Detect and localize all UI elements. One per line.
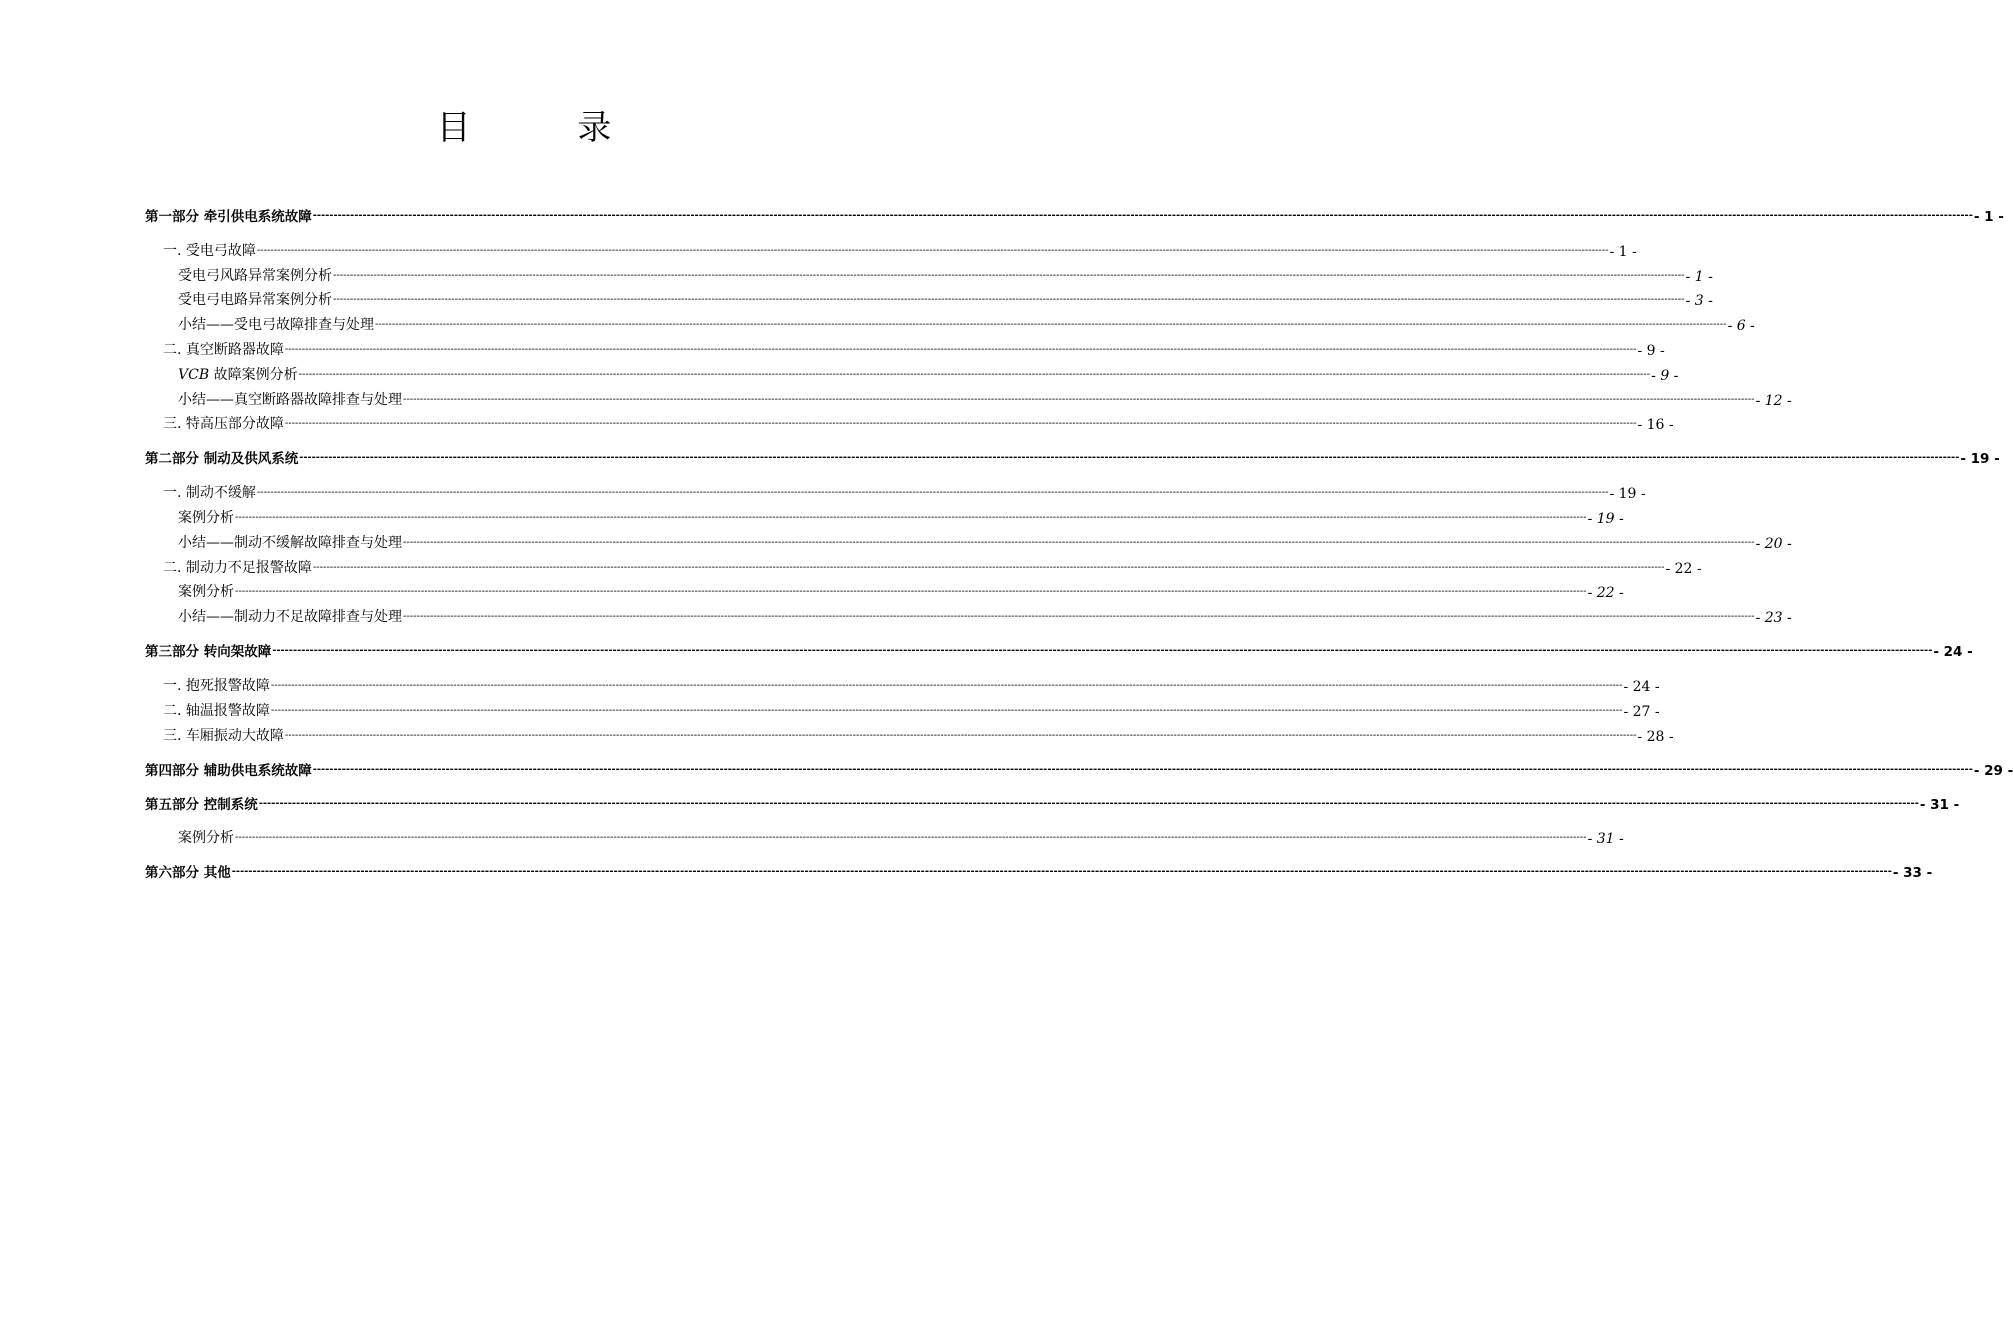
- toc-entry-sec[interactable]: [145, 235, 1637, 260]
- toc-entry-part[interactable]: [145, 755, 2013, 779]
- toc-leader-dots: ----------------------------------------------------------------------------------------------------------------------------------------------------------------------------------------------------------------------------------------------------------------------------------------------------------------------------------------------------------------------------------------------------------------: [272, 645, 1933, 657]
- toc-leader-dots: ----------------------------------------------------------------------------------------------------------------------------------------------------------------------------------------------------------------------------------------------------------------------------------------------------------------------------------------------------------------------------------------------------------------: [312, 763, 1973, 775]
- toc-entry-page-number: - 1 -: [1685, 268, 1713, 285]
- toc-leader-dots: ----------------------------------------------------------------------------------------------------------------------------------------------------------------------------------------------------------------------------------------------------------------------------------------------------------------------------------------------------------------------------------------------------------------: [403, 611, 1755, 623]
- toc-entry-page-number: - 1 -: [1973, 209, 2004, 225]
- toc-entry-sub[interactable]: [145, 359, 1679, 384]
- toc-entry-sub[interactable]: [145, 601, 1792, 627]
- toc-entry-label: 第一部分 牵引供电系统故障: [145, 209, 312, 225]
- toc-entry-label: 三. 特高压部分故障: [163, 416, 284, 433]
- toc-entry-part[interactable]: [145, 201, 2004, 225]
- toc-leader-dots: ----------------------------------------------------------------------------------------------------------------------------------------------------------------------------------------------------------------------------------------------------------------------------------------------------------------------------------------------------------------------------------------------------------------: [375, 319, 1727, 331]
- toc-entry-sec[interactable]: [145, 720, 1674, 745]
- toc-entry-page-number: - 12 -: [1755, 392, 1792, 409]
- toc-entry-label: 第三部分 转向架故障: [145, 644, 272, 661]
- toc-entry-label: 二. 制动力不足报警故障: [163, 559, 312, 576]
- toc-entry-label: 小结——制动力不足故障排查与处理: [178, 609, 402, 626]
- toc-leader-dots: ----------------------------------------------------------------------------------------------------------------------------------------------------------------------------------------------------------------------------------------------------------------------------------------------------------------------------------------------------------------------------------------------------------------: [235, 832, 1587, 844]
- toc-entry-label: 案例分析: [178, 584, 234, 601]
- toc-entry-part[interactable]: [145, 636, 1973, 661]
- toc-entry-page-number: - 28 -: [1637, 728, 1674, 745]
- spacer: [145, 847, 876, 857]
- toc-leader-dots: ----------------------------------------------------------------------------------------------------------------------------------------------------------------------------------------------------------------------------------------------------------------------------------------------------------------------------------------------------------------------------------------------------------------: [270, 704, 1623, 716]
- toc-entry-page-number: - 19 -: [1587, 510, 1624, 527]
- toc-entry-sec[interactable]: [145, 552, 1702, 577]
- toc-entry-page-number: - 16 -: [1637, 417, 1674, 434]
- spacer: [145, 660, 876, 670]
- toc-leader-dots: ----------------------------------------------------------------------------------------------------------------------------------------------------------------------------------------------------------------------------------------------------------------------------------------------------------------------------------------------------------------------------------------------------------------: [231, 866, 1892, 878]
- toc-entry-page-number: - 9 -: [1637, 342, 1665, 359]
- toc-entry-page-number: - 20 -: [1755, 535, 1792, 552]
- toc-entry-label: 第四部分 辅助供电系统故障: [145, 762, 312, 779]
- toc-entry-label: 二. 真空断路器故障: [163, 341, 284, 358]
- spacer: [145, 433, 876, 443]
- toc-entry-label: 小结——真空断路器故障排查与处理: [178, 391, 402, 408]
- toc-entry-label: VCB 故障案例分析: [178, 366, 298, 383]
- page-title: 目 录: [436, 108, 660, 148]
- toc-entry-part[interactable]: [145, 443, 2000, 468]
- toc-leader-dots: ----------------------------------------------------------------------------------------------------------------------------------------------------------------------------------------------------------------------------------------------------------------------------------------------------------------------------------------------------------------------------------------------------------------: [284, 729, 1637, 741]
- toc-entry-label: 第五部分 控制系统: [145, 796, 258, 813]
- toc-leader-dots: ----------------------------------------------------------------------------------------------------------------------------------------------------------------------------------------------------------------------------------------------------------------------------------------------------------------------------------------------------------------------------------------------------------------: [403, 393, 1755, 405]
- toc-entry-page-number: - 22 -: [1665, 560, 1702, 577]
- toc-leader-dots: ----------------------------------------------------------------------------------------------------------------------------------------------------------------------------------------------------------------------------------------------------------------------------------------------------------------------------------------------------------------------------------------------------------------: [333, 294, 1685, 306]
- toc-leader-dots: ----------------------------------------------------------------------------------------------------------------------------------------------------------------------------------------------------------------------------------------------------------------------------------------------------------------------------------------------------------------------------------------------------------------: [403, 536, 1755, 548]
- toc-leader-dots: ----------------------------------------------------------------------------------------------------------------------------------------------------------------------------------------------------------------------------------------------------------------------------------------------------------------------------------------------------------------------------------------------------------------: [284, 418, 1637, 430]
- toc-entry-page-number: - 24 -: [1933, 644, 1973, 661]
- toc-entry-page-number: - 3 -: [1685, 293, 1713, 310]
- toc-entry-page-number: - 19 -: [1609, 486, 1646, 503]
- toc-entry-label: 案例分析: [178, 509, 234, 526]
- toc-entry-label: 一. 受电弓故障: [163, 242, 256, 259]
- toc-entry-label: 第六部分 其他: [145, 865, 231, 882]
- spacer: [145, 745, 876, 755]
- toc-entry-sec[interactable]: [145, 670, 1660, 695]
- spacer: [145, 779, 876, 789]
- toc-leader-dots: ----------------------------------------------------------------------------------------------------------------------------------------------------------------------------------------------------------------------------------------------------------------------------------------------------------------------------------------------------------------------------------------------------------------: [235, 586, 1587, 598]
- toc-entry-label: 小结——制动不缓解故障排查与处理: [178, 534, 402, 551]
- toc-leader-dots: ----------------------------------------------------------------------------------------------------------------------------------------------------------------------------------------------------------------------------------------------------------------------------------------------------------------------------------------------------------------------------------------------------------------: [333, 269, 1685, 281]
- spacer: [145, 626, 876, 636]
- toc-entry-label: 二. 轴温报警故障: [163, 702, 270, 719]
- toc-entry-sec[interactable]: [145, 409, 1674, 434]
- toc-leader-dots: ----------------------------------------------------------------------------------------------------------------------------------------------------------------------------------------------------------------------------------------------------------------------------------------------------------------------------------------------------------------------------------------------------------------: [258, 797, 1919, 809]
- spacer: [145, 467, 876, 477]
- toc-entry-sec[interactable]: [145, 477, 1646, 503]
- toc-entry-page-number: - 31 -: [1587, 831, 1624, 848]
- toc-entry-sub[interactable]: [145, 527, 1792, 552]
- toc-leader-dots: ----------------------------------------------------------------------------------------------------------------------------------------------------------------------------------------------------------------------------------------------------------------------------------------------------------------------------------------------------------------------------------------------------------------: [312, 210, 1973, 221]
- toc-entry-page-number: - 1 -: [1609, 243, 1637, 260]
- toc-entry-sub[interactable]: [145, 309, 1755, 335]
- toc-entry-page-number: - 31 -: [1919, 796, 1960, 813]
- toc-leader-dots: ----------------------------------------------------------------------------------------------------------------------------------------------------------------------------------------------------------------------------------------------------------------------------------------------------------------------------------------------------------------------------------------------------------------: [298, 368, 1651, 380]
- toc-leader-dots: ----------------------------------------------------------------------------------------------------------------------------------------------------------------------------------------------------------------------------------------------------------------------------------------------------------------------------------------------------------------------------------------------------------------: [256, 487, 1609, 499]
- toc-entry-label: 第二部分 制动及供风系统: [145, 451, 299, 468]
- toc-entry-page-number: - 19 -: [1960, 451, 2000, 468]
- toc-entry-page-number: - 29 -: [1973, 762, 2013, 779]
- toc-entry-page-number: - 33 -: [1892, 865, 1933, 882]
- toc-entry-label: 一. 抱死报警故障: [163, 677, 270, 694]
- toc-leader-dots: ----------------------------------------------------------------------------------------------------------------------------------------------------------------------------------------------------------------------------------------------------------------------------------------------------------------------------------------------------------------------------------------------------------------: [284, 343, 1637, 355]
- toc-entry-page-number: - 22 -: [1587, 585, 1624, 602]
- toc-leader-dots: ----------------------------------------------------------------------------------------------------------------------------------------------------------------------------------------------------------------------------------------------------------------------------------------------------------------------------------------------------------------------------------------------------------------: [256, 244, 1609, 256]
- toc-entry-page-number: - 23 -: [1755, 610, 1792, 627]
- toc-leader-dots: ----------------------------------------------------------------------------------------------------------------------------------------------------------------------------------------------------------------------------------------------------------------------------------------------------------------------------------------------------------------------------------------------------------------: [299, 452, 1960, 464]
- toc-entry-page-number: - 24 -: [1623, 678, 1660, 695]
- toc-entry-page-number: - 27 -: [1623, 703, 1660, 720]
- toc-entry-label: 一. 制动不缓解: [163, 485, 256, 502]
- toc-entry-label: 受电弓风路异常案例分析: [178, 267, 332, 284]
- toc-entry-sub[interactable]: [145, 502, 1624, 527]
- toc-entry-page-number: - 6 -: [1727, 318, 1755, 335]
- toc-entry-sub[interactable]: [145, 384, 1792, 409]
- table-of-contents: [145, 201, 2013, 882]
- toc-entry-sec[interactable]: [145, 695, 1660, 720]
- toc-entry-sec[interactable]: [145, 334, 1665, 359]
- toc-entry-label: 小结——受电弓故障排查与处理: [178, 317, 374, 334]
- toc-entry-sub[interactable]: [145, 577, 1624, 602]
- toc-entry-page-number: - 9 -: [1651, 367, 1679, 384]
- toc-leader-dots: ----------------------------------------------------------------------------------------------------------------------------------------------------------------------------------------------------------------------------------------------------------------------------------------------------------------------------------------------------------------------------------------------------------------: [312, 561, 1665, 573]
- toc-entry-label: 三. 车厢振动大故障: [163, 727, 284, 744]
- toc-entry-part[interactable]: [145, 789, 1960, 813]
- toc-entry-sub[interactable]: [145, 823, 1624, 848]
- toc-entry-label: 受电弓电路异常案例分析: [178, 292, 332, 309]
- toc-leader-dots: ----------------------------------------------------------------------------------------------------------------------------------------------------------------------------------------------------------------------------------------------------------------------------------------------------------------------------------------------------------------------------------------------------------------: [235, 511, 1587, 523]
- toc-entry-part[interactable]: [145, 857, 1933, 882]
- toc-entry-label: 案例分析: [178, 830, 234, 847]
- spacer: [145, 225, 876, 235]
- spacer: [145, 813, 876, 823]
- toc-leader-dots: ----------------------------------------------------------------------------------------------------------------------------------------------------------------------------------------------------------------------------------------------------------------------------------------------------------------------------------------------------------------------------------------------------------------: [270, 679, 1623, 691]
- toc-entry-sub[interactable]: [145, 285, 1713, 310]
- toc-entry-sub[interactable]: [145, 260, 1713, 285]
